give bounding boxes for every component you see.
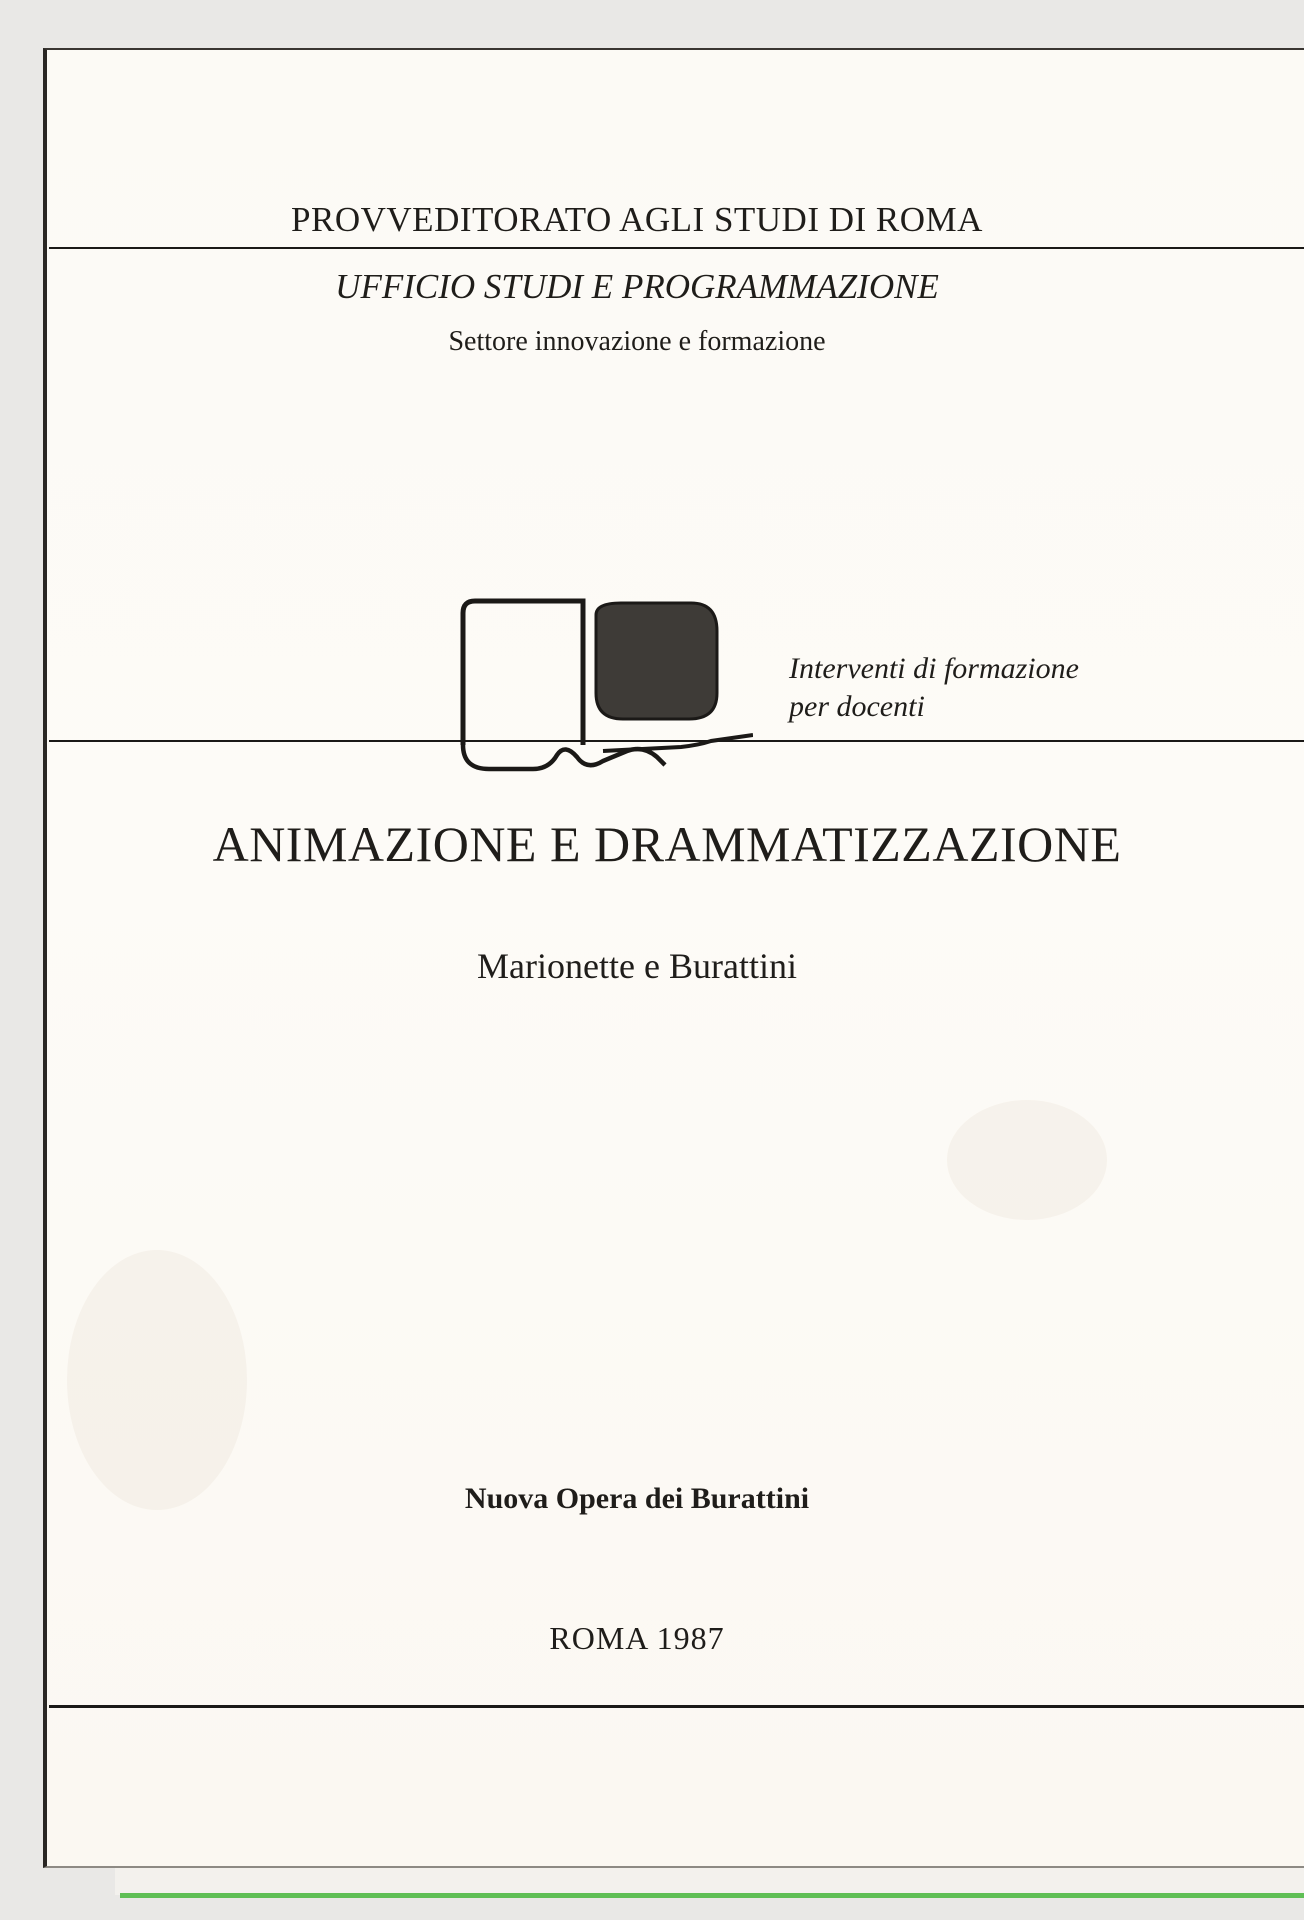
series-line-2: per docenti [789, 690, 925, 723]
footer-rule [49, 1705, 1304, 1708]
green-page-edge [120, 1893, 1304, 1898]
book-and-screen-logo-icon [453, 595, 753, 780]
header-rule [49, 247, 1304, 249]
publisher-name: Nuova Opera dei Burattini [464, 1482, 810, 1515]
series-line-1: Interventi di formazione [789, 652, 1079, 685]
stain [67, 1250, 247, 1510]
office-heading: UFFICIO STUDI E PROGRAMMAZIONE [335, 267, 939, 306]
place-year: ROMA 1987 [549, 1620, 725, 1656]
under-sheet [115, 1865, 1304, 1895]
main-title: ANIMAZIONE E DRAMMATIZZAZIONE [212, 816, 1122, 872]
subtitle: Marionette e Burattini [477, 946, 797, 986]
sector-line: Settore innovazione e formazione [448, 326, 826, 357]
logo-rule [49, 740, 1304, 742]
stain [947, 1100, 1107, 1220]
institution-heading: PROVVEDITORATO AGLI STUDI DI ROMA [291, 200, 983, 239]
booklet-cover [43, 48, 1304, 1868]
